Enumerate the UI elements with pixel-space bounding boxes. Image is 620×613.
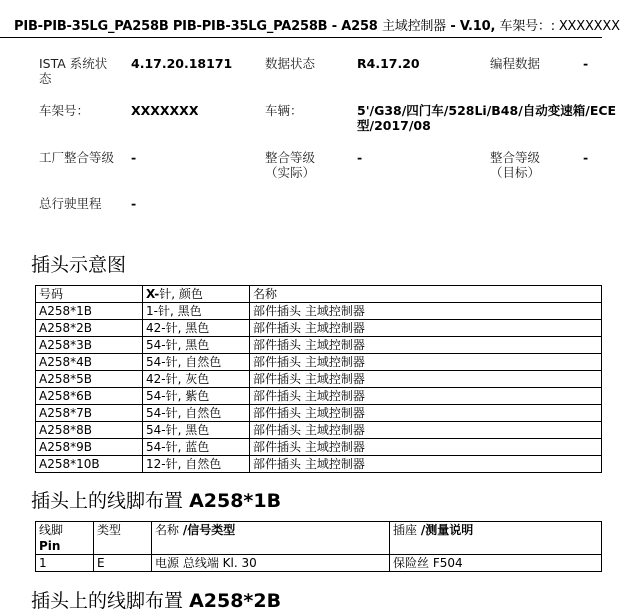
pin-name: 电源 总线端 Kl. 30 [152, 555, 390, 572]
vehicle-value-line-1: 5'/G38/四门车/528Li/B48/自动变速箱/ECE [357, 103, 617, 118]
table-row [36, 422, 602, 439]
pinout-1b-title-prefix: 插头上的线脚布置 [31, 490, 184, 512]
col-name-signal-header-a: 名称 [155, 523, 180, 537]
pinout-2b-title [31, 586, 281, 613]
pin-type: E [94, 555, 152, 572]
target-level-label-line-2: （目标） [490, 165, 541, 180]
header-component-name: 主域控制器 [381, 19, 446, 34]
col-name-signal-header-b: /信号类型 [182, 523, 236, 537]
connector-code: A258*3B [36, 337, 143, 354]
mileage-value: - [131, 196, 137, 211]
connector-pins: 42-针, 黑色 [143, 320, 250, 337]
prog-data-label: 编程数据 [490, 56, 541, 71]
connector-pins: 1-针, 黑色 [143, 303, 250, 320]
col-pin-header-line-2: Pin [39, 539, 61, 553]
col-pins-header-bold: X- [146, 287, 160, 301]
target-level-value: - [583, 150, 589, 165]
col-name-signal-header [152, 522, 390, 555]
pinout-1b-table [35, 521, 602, 572]
col-type-header: 类型 [94, 522, 152, 555]
connector-pins: 54-针, 自然色 [143, 405, 250, 422]
connector-name: 部件插头 主域控制器 [250, 405, 602, 422]
connector-pins: 54-针, 紫色 [143, 388, 250, 405]
pinout-2b-title-code: A258*2B [189, 590, 282, 612]
table-row [36, 354, 602, 371]
connector-table-header [36, 286, 602, 303]
connector-code: A258*1B [36, 303, 143, 320]
mileage-label: 总行驶里程 [39, 196, 102, 211]
pinout-table-header [36, 522, 602, 555]
vehicle-value-line-2: 型/2017/08 [357, 118, 431, 133]
header-component-code: A258 [341, 19, 378, 34]
actual-level-value: - [357, 150, 363, 165]
connector-name: 部件插头 主域控制器 [250, 354, 602, 371]
ista-label: ISTA 系统状态 [39, 56, 108, 86]
connector-pins: 54-针, 黑色 [143, 337, 250, 354]
connector-name: 部件插头 主域控制器 [250, 337, 602, 354]
connector-code: A258*7B [36, 405, 143, 422]
connector-pins: 54-针, 黑色 [143, 422, 250, 439]
data-status-label: 数据状态 [265, 56, 316, 71]
connector-code: A258*10B [36, 456, 143, 473]
connector-name: 部件插头 主域控制器 [250, 456, 602, 473]
actual-level-label-line-1: 整合等级 [265, 150, 316, 165]
col-pin-header [36, 522, 94, 555]
connector-table [35, 285, 602, 473]
factory-level-value: - [131, 150, 137, 165]
target-level-label [490, 150, 540, 180]
header-divider [0, 37, 602, 38]
pinout-1b-title [31, 486, 281, 513]
connector-name: 部件插头 主域控制器 [250, 303, 602, 320]
header-separator: - [331, 19, 337, 34]
col-name-header: 名称 [250, 286, 602, 303]
connector-pins: 54-针, 蓝色 [143, 439, 250, 456]
table-row [36, 320, 602, 337]
pin-socket: 保险丝 F504 [390, 555, 602, 572]
col-socket-header-b: /测量说明 [420, 523, 474, 537]
col-code-header: 号码 [36, 286, 143, 303]
table-row [36, 555, 602, 572]
vin-label: 车架号： [39, 103, 90, 118]
connector-name: 部件插头 主域控制器 [250, 371, 602, 388]
connector-code: A258*9B [36, 439, 143, 456]
table-row [36, 388, 602, 405]
table-row [36, 371, 602, 388]
connector-pins: 54-针, 自然色 [143, 354, 250, 371]
header-doc-id-1: PIB-PIB-35LG_PA258B [14, 19, 169, 34]
connector-code: A258*5B [36, 371, 143, 388]
col-socket-header-a: 插座 [393, 523, 418, 537]
connector-pins: 12-针, 自然色 [143, 456, 250, 473]
connector-name: 部件插头 主域控制器 [250, 439, 602, 456]
header-doc-id-2: PIB-PIB-35LG_PA258B [172, 19, 328, 34]
pinout-1b-title-code: A258*1B [189, 490, 282, 512]
table-row [36, 337, 602, 354]
vehicle-label: 车辆： [265, 103, 303, 118]
connector-code: A258*2B [36, 320, 143, 337]
prog-data-value: - [583, 56, 589, 71]
header-version: - V.10, [450, 19, 496, 34]
col-pins-header [143, 286, 250, 303]
table-row [36, 439, 602, 456]
col-pin-header-line-1: 线脚 [39, 523, 64, 537]
connector-name: 部件插头 主域控制器 [250, 388, 602, 405]
col-pins-header-rest: 针, 颜色 [159, 287, 203, 301]
actual-level-label-line-2: （实际） [265, 165, 316, 180]
connector-code: A258*6B [36, 388, 143, 405]
factory-level-label: 工厂整合等级 [39, 150, 115, 165]
table-row [36, 303, 602, 320]
actual-level-label [265, 150, 315, 180]
data-status-value: R4.17.20 [357, 56, 420, 71]
connector-code: A258*8B [36, 422, 143, 439]
vin-value: XXXXXXX [131, 103, 199, 118]
ista-value: 4.17.20.18171 [131, 56, 233, 71]
connector-name: 部件插头 主域控制器 [250, 320, 602, 337]
connector-section-title: 插头示意图 [31, 254, 127, 276]
connector-code: A258*4B [36, 354, 143, 371]
pinout-2b-title-prefix: 插头上的线脚布置 [31, 590, 184, 612]
document-header [14, 15, 620, 34]
pin-number: 1 [36, 555, 94, 572]
table-row [36, 405, 602, 422]
target-level-label-line-1: 整合等级 [490, 150, 541, 165]
connector-pins: 42-针, 灰色 [143, 371, 250, 388]
header-vin: 车架号：: XXXXXXX [499, 19, 620, 34]
connector-name: 部件插头 主域控制器 [250, 422, 602, 439]
table-row [36, 456, 602, 473]
col-socket-header [390, 522, 602, 555]
